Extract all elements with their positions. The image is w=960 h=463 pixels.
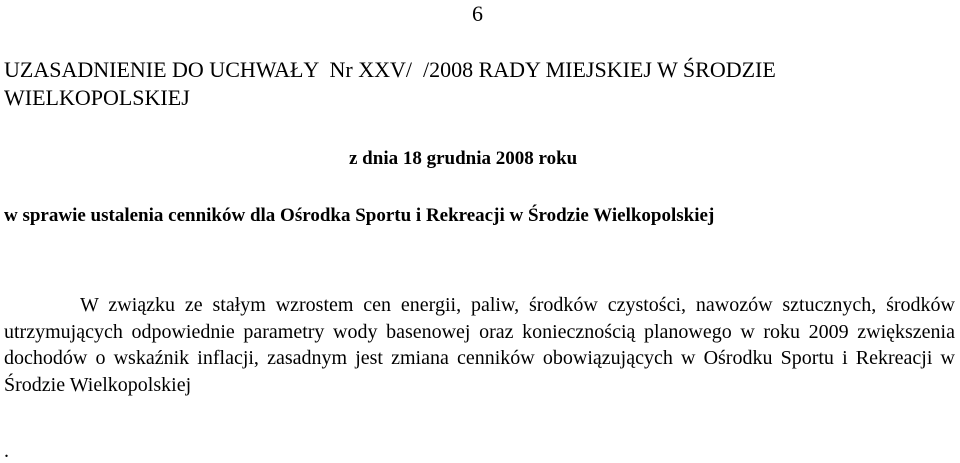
document-heading (4, 56, 776, 112)
resolution-date: z dnia 18 grudnia 2008 roku (349, 148, 578, 169)
resolution-subject: w sprawie ustalenia cenników dla Ośrodka Sportu i Rekreacji w Środzie Wielkopolskiej (4, 205, 715, 226)
body-paragraph: W związku ze stałym wzrostem cen energii, paliw, środków czystości, nawozów sztucznych, środków utrzymujących odpowiednie parametry wody basenowej oraz koniecznością planowego w roku 2009 zwiększenia dochodów o wskaźnik inflacji, zasadnym jest zmiana cenników obowiązujących w Ośrodku Sportu i Rekreacji w Środzie Wielkopolskiej (4, 294, 955, 396)
heading-line-1: UZASADNIENIE DO UCHWAŁY Nr XXV/ /2008 RADY MIEJSKIEJ W ŚRODZIE (4, 57, 776, 82)
heading-line-2: WIELKOPOLSKIEJ (4, 85, 190, 110)
page-number: 6 (472, 1, 483, 26)
trailing-mark: . (4, 440, 9, 462)
